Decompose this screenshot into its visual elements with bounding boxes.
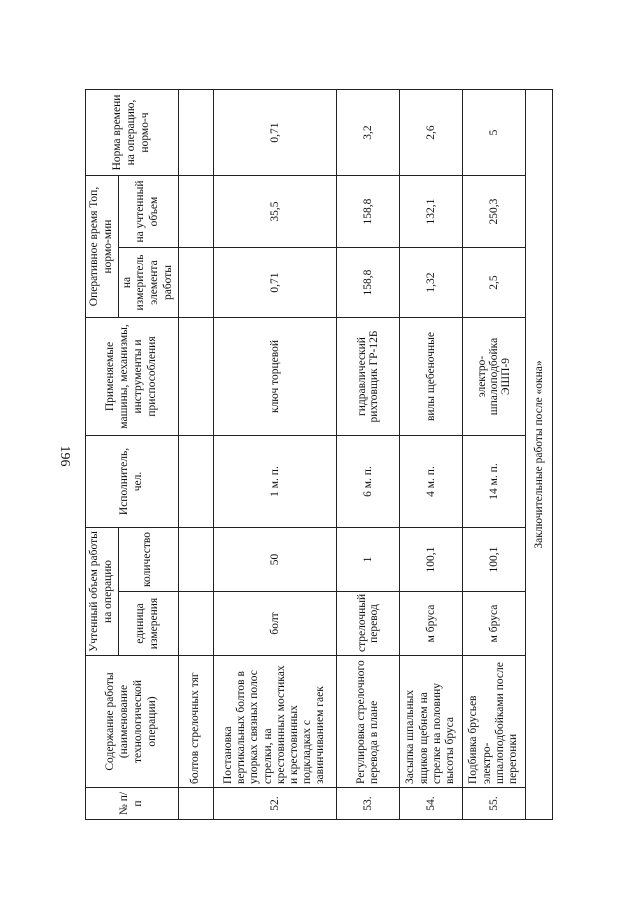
cell-machines: ключ торцевой: [213, 318, 336, 436]
header-unit: единица измерения: [118, 592, 178, 656]
header-optime: Оперативное время Топ, нормо-мин: [86, 176, 119, 318]
cell-per-elem: [178, 248, 213, 318]
header-per-elem: на измеритель элемента работы: [118, 248, 178, 318]
cell-norm: 2,6: [399, 90, 462, 176]
page-number: 196: [57, 445, 72, 467]
cell-unit: м бруса: [399, 592, 462, 656]
cell-unit: м бруса: [462, 592, 525, 656]
cell-content: Регулировка стрелочного перевода в плане: [336, 656, 399, 788]
cell-per-elem: 0,71: [213, 248, 336, 318]
table-row: [336, 90, 399, 820]
header-executor: Исполнитель, чел.: [86, 436, 179, 528]
cell-norm: 0,71: [213, 90, 336, 176]
header-norm: Норма времени на операцию, нормо-ч: [86, 90, 179, 176]
cell-per-volume: [178, 176, 213, 248]
cell-machines: вилы щебеночные: [399, 318, 462, 436]
section-footer-row: [525, 90, 552, 820]
header-qty: количество: [118, 528, 178, 592]
table-sheet: [85, 90, 545, 820]
cell-content: Подбивка брусьев электро-шпалоподбойками после перегонки: [462, 656, 525, 788]
table-row: [399, 90, 462, 820]
header-num: № п/п: [86, 788, 179, 820]
cell-per-elem: 2,5: [462, 248, 525, 318]
cell-num: [178, 788, 213, 820]
cell-norm: 5: [462, 90, 525, 176]
header-row-1: [86, 90, 119, 820]
header-per-volume: на учтенный объем: [118, 176, 178, 248]
cell-per-volume: 158,8: [336, 176, 399, 248]
table-row: [462, 90, 525, 820]
header-content: Содержание работы (наименование технологической операции): [86, 656, 179, 788]
cell-qty: 50: [213, 528, 336, 592]
table-row: [213, 90, 336, 820]
cell-unit: [178, 592, 213, 656]
cell-machines: электро-шпалоподбойка ЭШП-9: [462, 318, 525, 436]
norms-table: [85, 89, 553, 820]
cell-num: 53.: [336, 788, 399, 820]
cell-qty: [178, 528, 213, 592]
table-row: [178, 90, 213, 820]
cell-executor: [178, 436, 213, 528]
cell-machines: [178, 318, 213, 436]
cell-qty: 1: [336, 528, 399, 592]
cell-executor: 4 м. п.: [399, 436, 462, 528]
cell-num: 54.: [399, 788, 462, 820]
cell-content: Постановка вертикальных болтов в упорках связных полос стрелки, на крестовинных мостиках и крестовинных подкладках с завинчиванием гаек: [213, 656, 336, 788]
cell-qty: 100,1: [462, 528, 525, 592]
cell-per-volume: 35,5: [213, 176, 336, 248]
cell-per-volume: 250,3: [462, 176, 525, 248]
rotated-table-container: [85, 90, 545, 820]
cell-content: Засыпка шпальных ящиков щебнем на стрелке на половину высоты бруса: [399, 656, 462, 788]
header-machines: Применяемые машины, механизмы, инструменты и приспособления: [86, 318, 179, 436]
section-footer: Заключительные работы после «окна»: [525, 90, 552, 820]
cell-qty: 100,1: [399, 528, 462, 592]
cell-machines: гидравлический рихтовщик ГР-12Б: [336, 318, 399, 436]
cell-norm: 3,2: [336, 90, 399, 176]
cell-num: 52.: [213, 788, 336, 820]
header-volume: Учтенный объем работы на операцию: [86, 528, 119, 656]
cell-unit: болт: [213, 592, 336, 656]
cell-unit: стрелочный перевод: [336, 592, 399, 656]
cell-per-volume: 132,1: [399, 176, 462, 248]
cell-per-elem: 1,32: [399, 248, 462, 318]
cell-executor: 1 м. п.: [213, 436, 336, 528]
cell-num: 55.: [462, 788, 525, 820]
cell-per-elem: 158,8: [336, 248, 399, 318]
cell-norm: [178, 90, 213, 176]
cell-executor: 14 м. п.: [462, 436, 525, 528]
cell-content: болтов стрелочных тяг: [178, 656, 213, 788]
cell-executor: 6 м. п.: [336, 436, 399, 528]
